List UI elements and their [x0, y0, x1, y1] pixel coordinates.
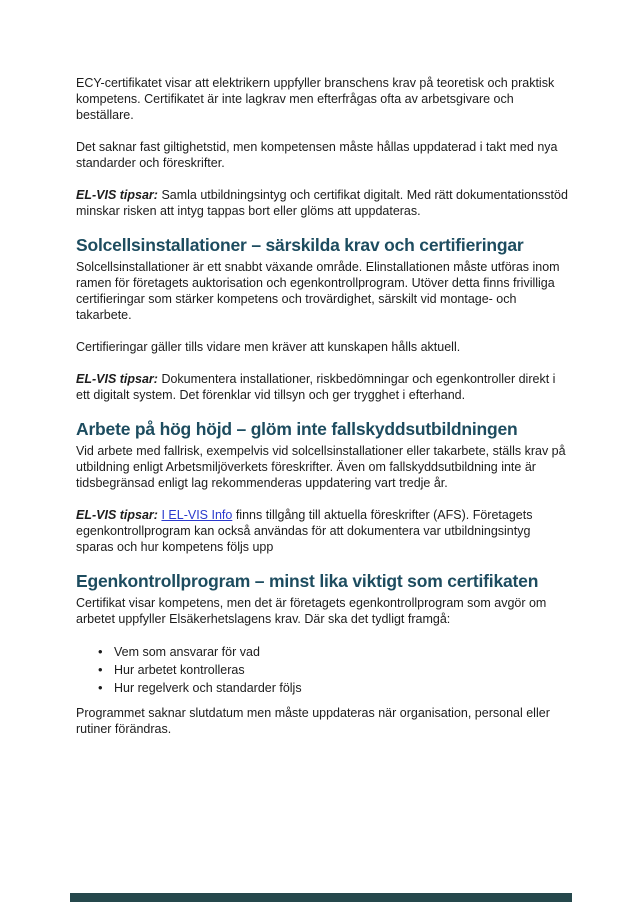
- tips-text: Dokumentera installationer, riskbedömningar och egenkontroller direkt i ett digitalt system. Det förenklar vid tillsyn och ger trygghet i efterhand.: [76, 372, 556, 402]
- requirements-list: [76, 643, 568, 697]
- solar-paragraph-main: Solcellsinstallationer är ett snabbt växande område. Elinstallationen måste utföras inom ramen för företagets auktorisation och egenkontrollprogram. Utöver detta finns frivilliga certifieringar som stärker kompetens och trovärdighet, särskilt vid montage- och takarbete.: [76, 260, 560, 322]
- heading-egenkontrollprogram: Egenkontrollprogram – minst lika viktigt som certifikaten: [76, 571, 539, 591]
- height-work-tips-paragraph: [76, 507, 568, 555]
- intro-tips-paragraph: [76, 187, 568, 219]
- height-work-paragraph-main: Vid arbete med fallrisk, exempelvis vid solcellsinstallationer eller takarbete, ställs krav på utbildning enligt Arbetsmiljöverkets föreskrifter. Även om fallskyddsutbildning inte är tidsbegränsad enligt lag rekommenderas uppdatering vart tredje år.: [76, 444, 566, 490]
- list-item-control: • Hur arbetet kontrolleras: [98, 661, 568, 679]
- tips-label: EL-VIS tipsar:: [76, 372, 158, 386]
- tips-label: EL-VIS tipsar:: [76, 188, 158, 202]
- self-control-paragraph-update: Programmet saknar slutdatum men måste uppdateras när organisation, personal eller rutiner förändras.: [76, 706, 550, 736]
- heading-arbete-pa-hog-hojd: Arbete på hög höjd – glöm inte fallskyddsutbildningen: [76, 419, 518, 439]
- tips-text: Samla utbildningsintyg och certifikat digitalt. Med rätt dokumentationsstöd minskar risken att intyg tappas bort eller glöms att uppdateras.: [76, 188, 568, 218]
- footer-accent-bar: [70, 893, 572, 902]
- el-vis-info-link[interactable]: I EL-VIS Info: [161, 508, 233, 522]
- intro-paragraph-ecy: ECY-certifikatet visar att elektrikern uppfyller branschens krav på teoretisk och praktisk kompetens. Certifikatet är inte lagkrav men efterfrågas ofta av arbetsgivare och beställare.: [76, 76, 555, 122]
- heading-solcellsinstallationer: Solcellsinstallationer – särskilda krav och certifieringar: [76, 235, 524, 255]
- intro-paragraph-validity: Det saknar fast giltighetstid, men kompetensen måste hållas uppdaterad i takt med nya standarder och föreskrifter.: [76, 140, 558, 170]
- list-item-responsibility: • Vem som ansvarar för vad: [98, 643, 568, 661]
- self-control-paragraph-main: Certifikat visar kompetens, men det är företagets egenkontrollprogram som avgör om arbetet uppfyller Elsäkerhetslagens krav. Där ska det tydligt framgå:: [76, 596, 547, 626]
- solar-tips-paragraph: [76, 371, 568, 403]
- tips-text: finns tillgång till aktuella föreskrifter (AFS). Företagets egenkontrollprogram kan också användas för att dokumentera var utbildningsintyg sparas och hur kompetens följs upp: [76, 508, 533, 554]
- list-item-regulations: • Hur regelverk och standarder följs: [98, 679, 568, 697]
- solar-paragraph-validity: Certifieringar gäller tills vidare men kräver att kunskapen hålls aktuell.: [76, 340, 461, 354]
- tips-label: EL-VIS tipsar:: [76, 508, 158, 522]
